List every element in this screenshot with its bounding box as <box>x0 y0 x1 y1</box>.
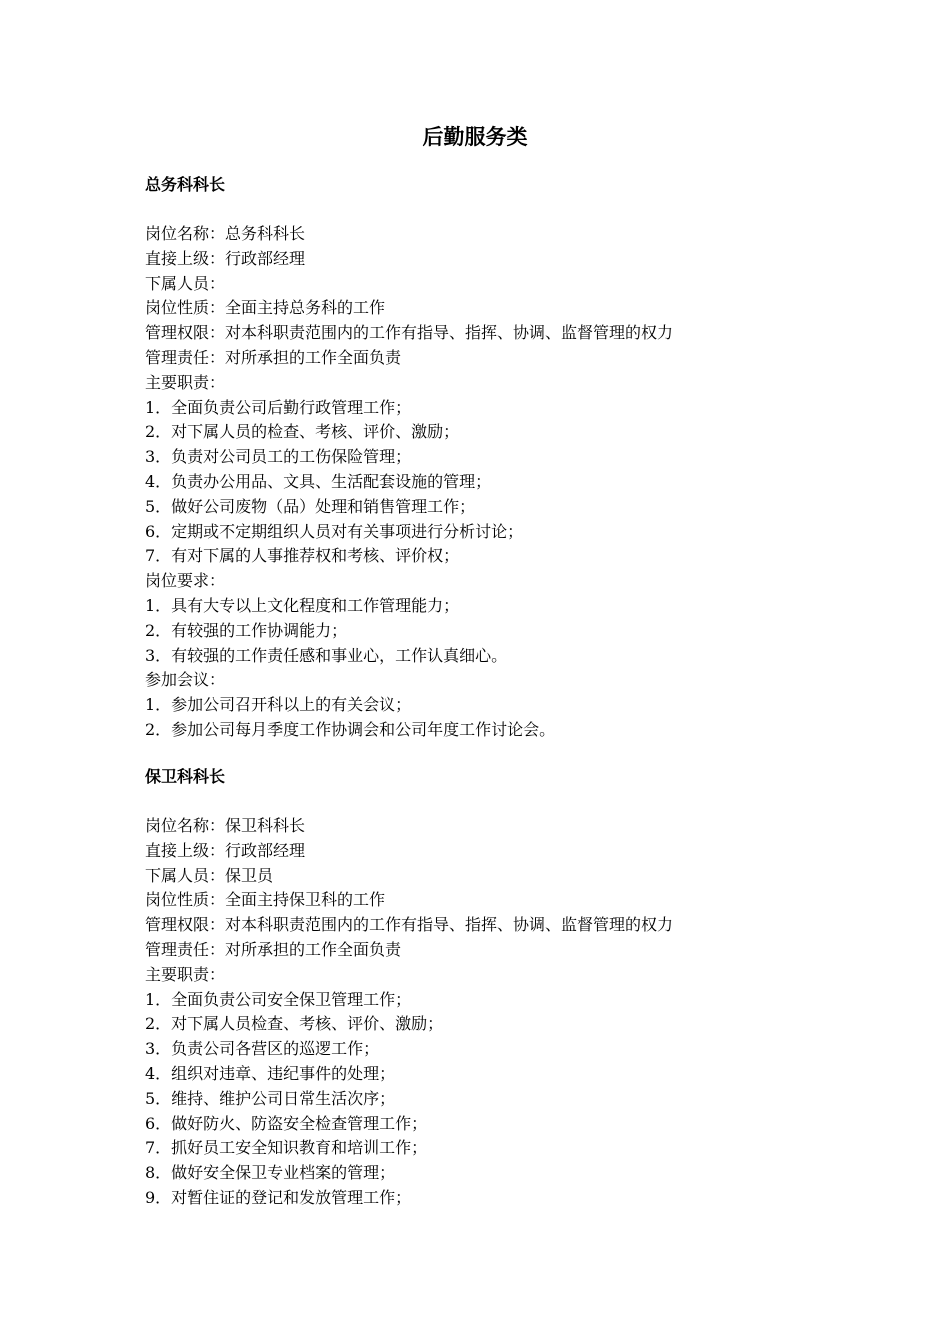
text-line: 参加会议： <box>145 670 226 690</box>
text-line: 5．维持、维护公司日常生活次序； <box>145 1088 396 1108</box>
text-line: 3．有较强的工作责任感和事业心，工作认真细心。 <box>145 645 508 665</box>
section-general-affairs <box>145 172 845 743</box>
text-line: 管理权限：对本科职责范围内的工作有指导、指挥、协调、监督管理的权力 <box>145 323 674 343</box>
text-line: 3．负责公司各营区的巡逻工作； <box>145 1039 380 1059</box>
text-line: 2．参加公司每月季度工作协调会和公司年度工作讨论会。 <box>145 719 556 739</box>
text-line: 5．做好公司废物（品）处理和销售管理工作； <box>145 496 476 516</box>
text-line: 岗位名称：总务科科长 <box>145 224 306 243</box>
text-line: 1．全面负责公司后勤行政管理工作； <box>145 397 412 417</box>
text-line: 2．有较强的工作协调能力； <box>145 620 348 640</box>
text-line: 7．抓好员工安全知识教育和培训工作； <box>145 1138 428 1158</box>
text-line: 6．做好防火、防盗安全检查管理工作； <box>145 1113 428 1133</box>
text-line: 管理权限：对本科职责范围内的工作有指导、指挥、协调、监督管理的权力 <box>145 915 674 935</box>
text-line: 7．有对下属的人事推荐权和考核、评价权； <box>145 546 460 566</box>
text-line: 岗位性质：全面主持保卫科的工作 <box>145 890 386 910</box>
section-content <box>145 222 845 743</box>
text-line: 4．组织对违章、违纪事件的处理； <box>145 1063 396 1083</box>
text-line: 岗位要求： <box>145 571 226 591</box>
text-line: 下属人员：保卫员 <box>145 865 274 885</box>
section-heading: 总务科科长 <box>145 175 226 194</box>
text-line: 岗位名称：保卫科科长 <box>145 816 306 835</box>
text-line: 1．具有大专以上文化程度和工作管理能力； <box>145 595 460 615</box>
text-line: 1．全面负责公司安全保卫管理工作； <box>145 989 412 1009</box>
section-content <box>145 814 845 1211</box>
text-line: 2．对下属人员检查、考核、评价、激励； <box>145 1014 444 1034</box>
text-line: 6．定期或不定期组织人员对有关事项进行分析讨论； <box>145 521 524 541</box>
text-line: 管理责任：对所承担的工作全面负责 <box>145 939 402 959</box>
text-line: 3．负责对公司员工的工伤保险管理； <box>145 447 412 467</box>
text-line: 直接上级：行政部经理 <box>145 248 306 268</box>
document-title: 后勤服务类 <box>422 125 528 149</box>
text-line: 管理责任：对所承担的工作全面负责 <box>145 347 402 367</box>
text-line: 主要职责： <box>145 964 226 984</box>
text-line: 1．参加公司召开科以上的有关会议； <box>145 695 412 715</box>
text-line: 4．负责办公用品、文具、生活配套设施的管理； <box>145 471 492 491</box>
text-line: 9．对暂住证的登记和发放管理工作； <box>145 1187 412 1207</box>
section-security <box>145 764 845 1211</box>
section-heading: 保卫科科长 <box>145 767 226 786</box>
text-line: 主要职责： <box>145 372 226 392</box>
text-line: 8．做好安全保卫专业档案的管理； <box>145 1163 396 1183</box>
text-line: 直接上级：行政部经理 <box>145 840 306 860</box>
text-line: 2．对下属人员的检查、考核、评价、激励； <box>145 422 460 442</box>
text-line: 下属人员： <box>145 273 226 293</box>
text-line: 岗位性质：全面主持总务科的工作 <box>145 298 386 318</box>
